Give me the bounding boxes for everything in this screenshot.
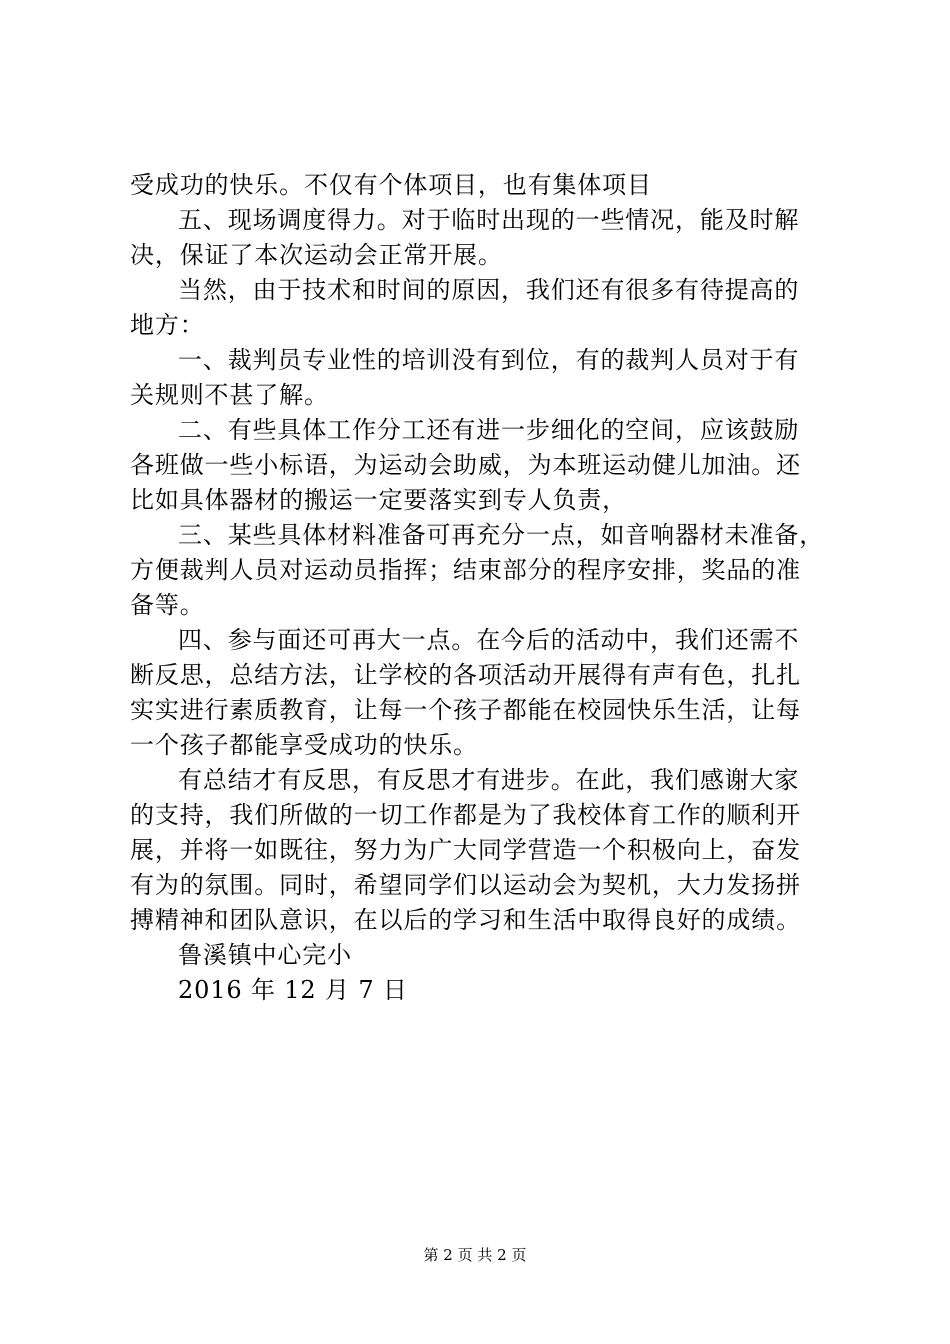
- text-line: 四、参与面还可再大一点。在今后的活动中，我们还需不: [178, 626, 800, 654]
- text-line: 搏精神和团队意识，在以后的学习和生活中取得良好的成绩。: [130, 906, 801, 934]
- text-line: 决，保证了本次运动会正常开展。: [130, 241, 503, 269]
- text-line: 备等。: [130, 591, 205, 619]
- text-line: 二、有些具体工作分工还有进一步细化的空间，应该鼓励: [178, 416, 800, 444]
- text-line: 当然，由于技术和时间的原因，我们还有很多有待提高的: [178, 276, 800, 304]
- document-body: [130, 168, 830, 1008]
- text-line: 一、裁判员专业性的培训没有到位，有的裁判人员对于有: [178, 346, 800, 374]
- text-line: 三、某些具体材料准备可再充分一点，如音响器材未准备，: [178, 521, 825, 549]
- text-line: 实实进行素质教育，让每一个孩子都能在校园快乐生活，让每: [130, 696, 801, 724]
- text-line: 展，并将一如既往，努力为广大同学营造一个积极向上，奋发: [130, 836, 801, 864]
- text-line: 鲁溪镇中心完小: [178, 941, 352, 969]
- text-line: 地方：: [130, 311, 205, 339]
- text-line: 各班做一些小标语，为运动会助威，为本班运动健儿加油。还: [130, 451, 801, 479]
- text-line: 一个孩子都能享受成功的快乐。: [130, 731, 478, 759]
- text-line: 断反思，总结方法，让学校的各项活动开展得有声有色，扎扎: [130, 661, 801, 689]
- text-line: 的支持，我们所做的一切工作都是为了我校体育工作的顺利开: [130, 801, 801, 829]
- text-line: 比如具体器材的搬运一定要落实到专人负责，: [130, 486, 627, 514]
- text-line: 五、现场调度得力。对于临时出现的一些情况，能及时解: [178, 206, 800, 234]
- text-line: 方便裁判人员对运动员指挥；结束部分的程序安排，奖品的准: [130, 556, 801, 584]
- text-line: 有总结才有反思，有反思才有进步。在此，我们感谢大家: [178, 766, 800, 794]
- page-footer: 第 2 页 共 2 页: [423, 1246, 527, 1264]
- text-line: 受成功的快乐。不仅有个体项目，也有集体项目: [130, 171, 652, 199]
- text-line: 2016 年 12 月 7 日: [178, 976, 408, 1004]
- text-line: 有为的氛围。同时，希望同学们以运动会为契机，大力发扬拼: [130, 871, 801, 899]
- text-line: 关规则不甚了解。: [130, 381, 329, 409]
